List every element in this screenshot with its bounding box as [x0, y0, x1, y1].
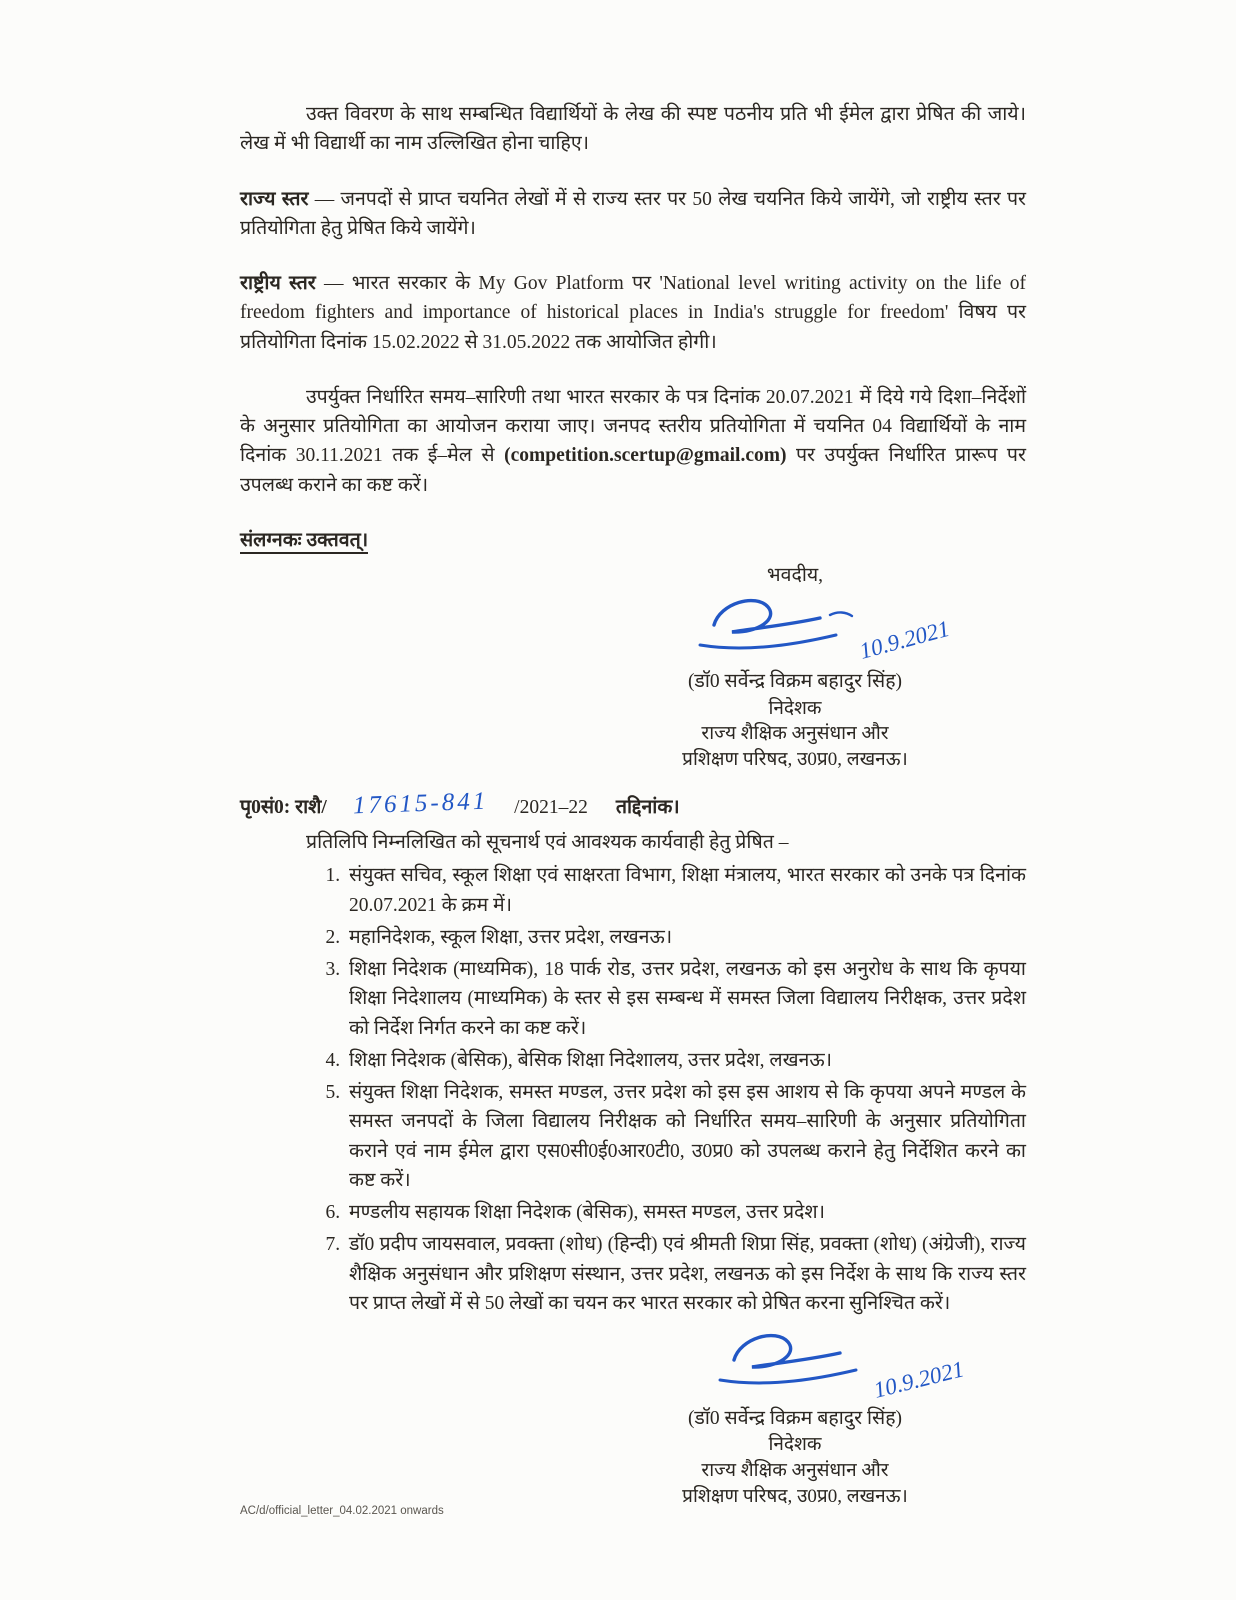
signatory-org1-2: राज्य शैक्षिक अनुसंधान और — [701, 1460, 889, 1481]
para-national-level — [240, 269, 1026, 357]
ref-suffix: /2021–22 — [514, 796, 588, 818]
schedule-text-1: उपर्युक्त निर्धारित समय–सारिणी तथा भारत सरकार के पत्र दिनांक 20.07.2021 में दिये गये दिशा–निर्देशों के अनुसार प्रतियोगिता का आयोजन कराया जाए। जनपद स्तरीय प्रतियोगिता में चयनित 04 विद्यार्थियों के नाम दिनांक 30.11.2021 तक ई–मेल से — [240, 386, 1026, 467]
reference-line — [240, 787, 1026, 825]
signatory-title-1: निदेशक — [768, 697, 822, 719]
signatory-org1-1: राज्य शैक्षिक अनुसंधान और — [701, 723, 889, 745]
copy-recipient-7: 7. डॉ0 प्रदीप जायसवाल, प्रवक्ता (शोध) (हिन्दी) एवं श्रीमती शिप्रा सिंह, प्रवक्ता (शोध) (अंग्रेजी), राज्य शैक्षिक अनुसंधान और प्रशिक्षण संस्थान, उत्तर प्रदेश, लखनऊ को इस निर्देश के साथ कि राज्य स्तर पर प्राप्त लेखों में से 50 लेखों का चयन कर भारत सरकार को प्रेषित करना सुनिश्चित करें। — [345, 1230, 1026, 1318]
copy-recipients-list — [240, 861, 1026, 1318]
signature-area-1 — [580, 591, 1010, 669]
schedule-text-2: पर उपर्युक्त निर्धारित प्रारूप पर उपलब्ध कराने का कष्ट करें। — [240, 445, 1026, 496]
ref-samedate: तद्दिनांक। — [615, 796, 680, 818]
national-level-label: राष्ट्रीय स्तर — [240, 273, 316, 294]
competition-email: (competition.scertup@gmail.com) — [504, 445, 787, 467]
signature-area-2 — [580, 1328, 1010, 1406]
copy-recipient-1: 1. संयुक्त सचिव, स्कूल शिक्षा एवं साक्षरता विभाग, शिक्षा मंत्रालय, भारत सरकार को उनके पत्र दिनांक 20.07.2021 के क्रम में। — [345, 861, 1026, 920]
copy-intro: प्रतिलिपि निम्नलिखित को सूचनार्थ एवं आवश्यक कार्यवाही हेतु प्रेषित – — [306, 832, 789, 854]
signatory-name-2: (डॉ0 सर्वेन्द्र विक्रम बहादुर सिंह) — [687, 1408, 903, 1430]
letter-body — [240, 100, 1026, 1523]
signature-date-1: 10.9.2021 — [856, 616, 953, 665]
copy-recipient-3: 3. शिक्षा निदेशक (माध्यमिक), 18 पार्क रोड, उत्तर प्रदेश, लखनऊ को इस अनुरोध के साथ कि कृपया शिक्षा निदेशालय (माध्यमिक) के स्तर से इस सम्बन्ध में समस्त जिला विद्यालय निरीक्षक, उत्तर प्रदेश को निर्देश निर्गत करने का कष्ट करें। — [345, 955, 1026, 1043]
para-email-copy: उक्त विवरण के साथ सम्बन्धित विद्यार्थियों के लेख की स्पष्ट पठनीय प्रति भी ईमेल द्वारा प्रेषित की जाये। लेख में भी विद्यार्थी का नाम उल्लिखित होना चाहिए। — [240, 104, 1026, 155]
state-level-text: — जनपदों से प्राप्त चयनित लेखों में से राज्य स्तर पर 50 लेख चयनित किये जायेंगे, जो राष्ट्रीय स्तर पर प्रतियोगिता हेतु प्रेषित किये जायेंगे। — [240, 188, 1026, 239]
national-level-text: — भारत सरकार के My Gov Platform पर 'National level writing activity on the life of freedom fighters and importance of historical places in India's struggle for freedom' विषय पर प्रतियोगिता दिनांक 15.02.2022 से 31.05.2022 तक आयोजित होगी। — [240, 273, 1026, 353]
signatory-name-1: (डॉ0 सर्वेन्द्र विक्रम बहादुर सिंह) — [687, 671, 903, 693]
ref-prefix: पृ0सं0: राशै/ — [240, 796, 327, 818]
signatory-title-2: निदेशक — [768, 1434, 822, 1456]
copy-recipient-2: 2. महानिदेशक, स्कूल शिक्षा, उत्तर प्रदेश, लखनऊ। — [345, 923, 1026, 952]
signature-ink-icon — [680, 585, 1040, 671]
footer-file-code: AC/d/official_letter_04.02.2021 onwards — [240, 1505, 444, 1517]
signature-block-2 — [580, 1328, 1010, 1509]
copy-recipient-6: 6. मण्डलीय सहायक शिक्षा निदेशक (बेसिक), समस्त मण्डल, उत्तर प्रदेश। — [345, 1198, 1026, 1227]
enclosure-line — [240, 526, 1026, 555]
salutation: भवदीय, — [766, 565, 824, 586]
signatory-org2-2: प्रशिक्षण परिषद, उ0प्र0, लखनऊ। — [682, 1485, 908, 1507]
signature-block-1 — [580, 563, 1010, 773]
copy-recipient-5: 5. संयुक्त शिक्षा निदेशक, समस्त मण्डल, उत्तर प्रदेश को इस इस आशय से कि कृपया अपने मण्डल के समस्त जनपदों के जिला विद्यालय निरीक्षक को निर्धारित समय–सारिणी के अनुसार प्रतियोगिता कराने एवं नाम ईमेल द्वारा एस0सी0ई0आर0टी0, उ0प्र0 को उपलब्ध कराने हेतु निर्देशित करने का कष्ट करें। — [345, 1078, 1026, 1195]
copy-recipient-4: 4. शिक्षा निदेशक (बेसिक), बेसिक शिक्षा निदेशालय, उत्तर प्रदेश, लखनऊ। — [345, 1046, 1026, 1075]
para-schedule — [240, 383, 1026, 500]
signature-date-2: 10.9.2021 — [871, 1356, 967, 1403]
para-state-level — [240, 185, 1026, 244]
ref-handwritten-number: 17615-841 — [352, 787, 489, 819]
signature-ink-icon — [680, 1322, 1040, 1408]
enclosure-text: संलग्नकः उक्तवत्। — [240, 530, 368, 554]
signatory-org2-1: प्रशिक्षण परिषद, उ0प्र0, लखनऊ। — [682, 748, 908, 770]
state-level-label: राज्य स्तर — [240, 188, 309, 210]
